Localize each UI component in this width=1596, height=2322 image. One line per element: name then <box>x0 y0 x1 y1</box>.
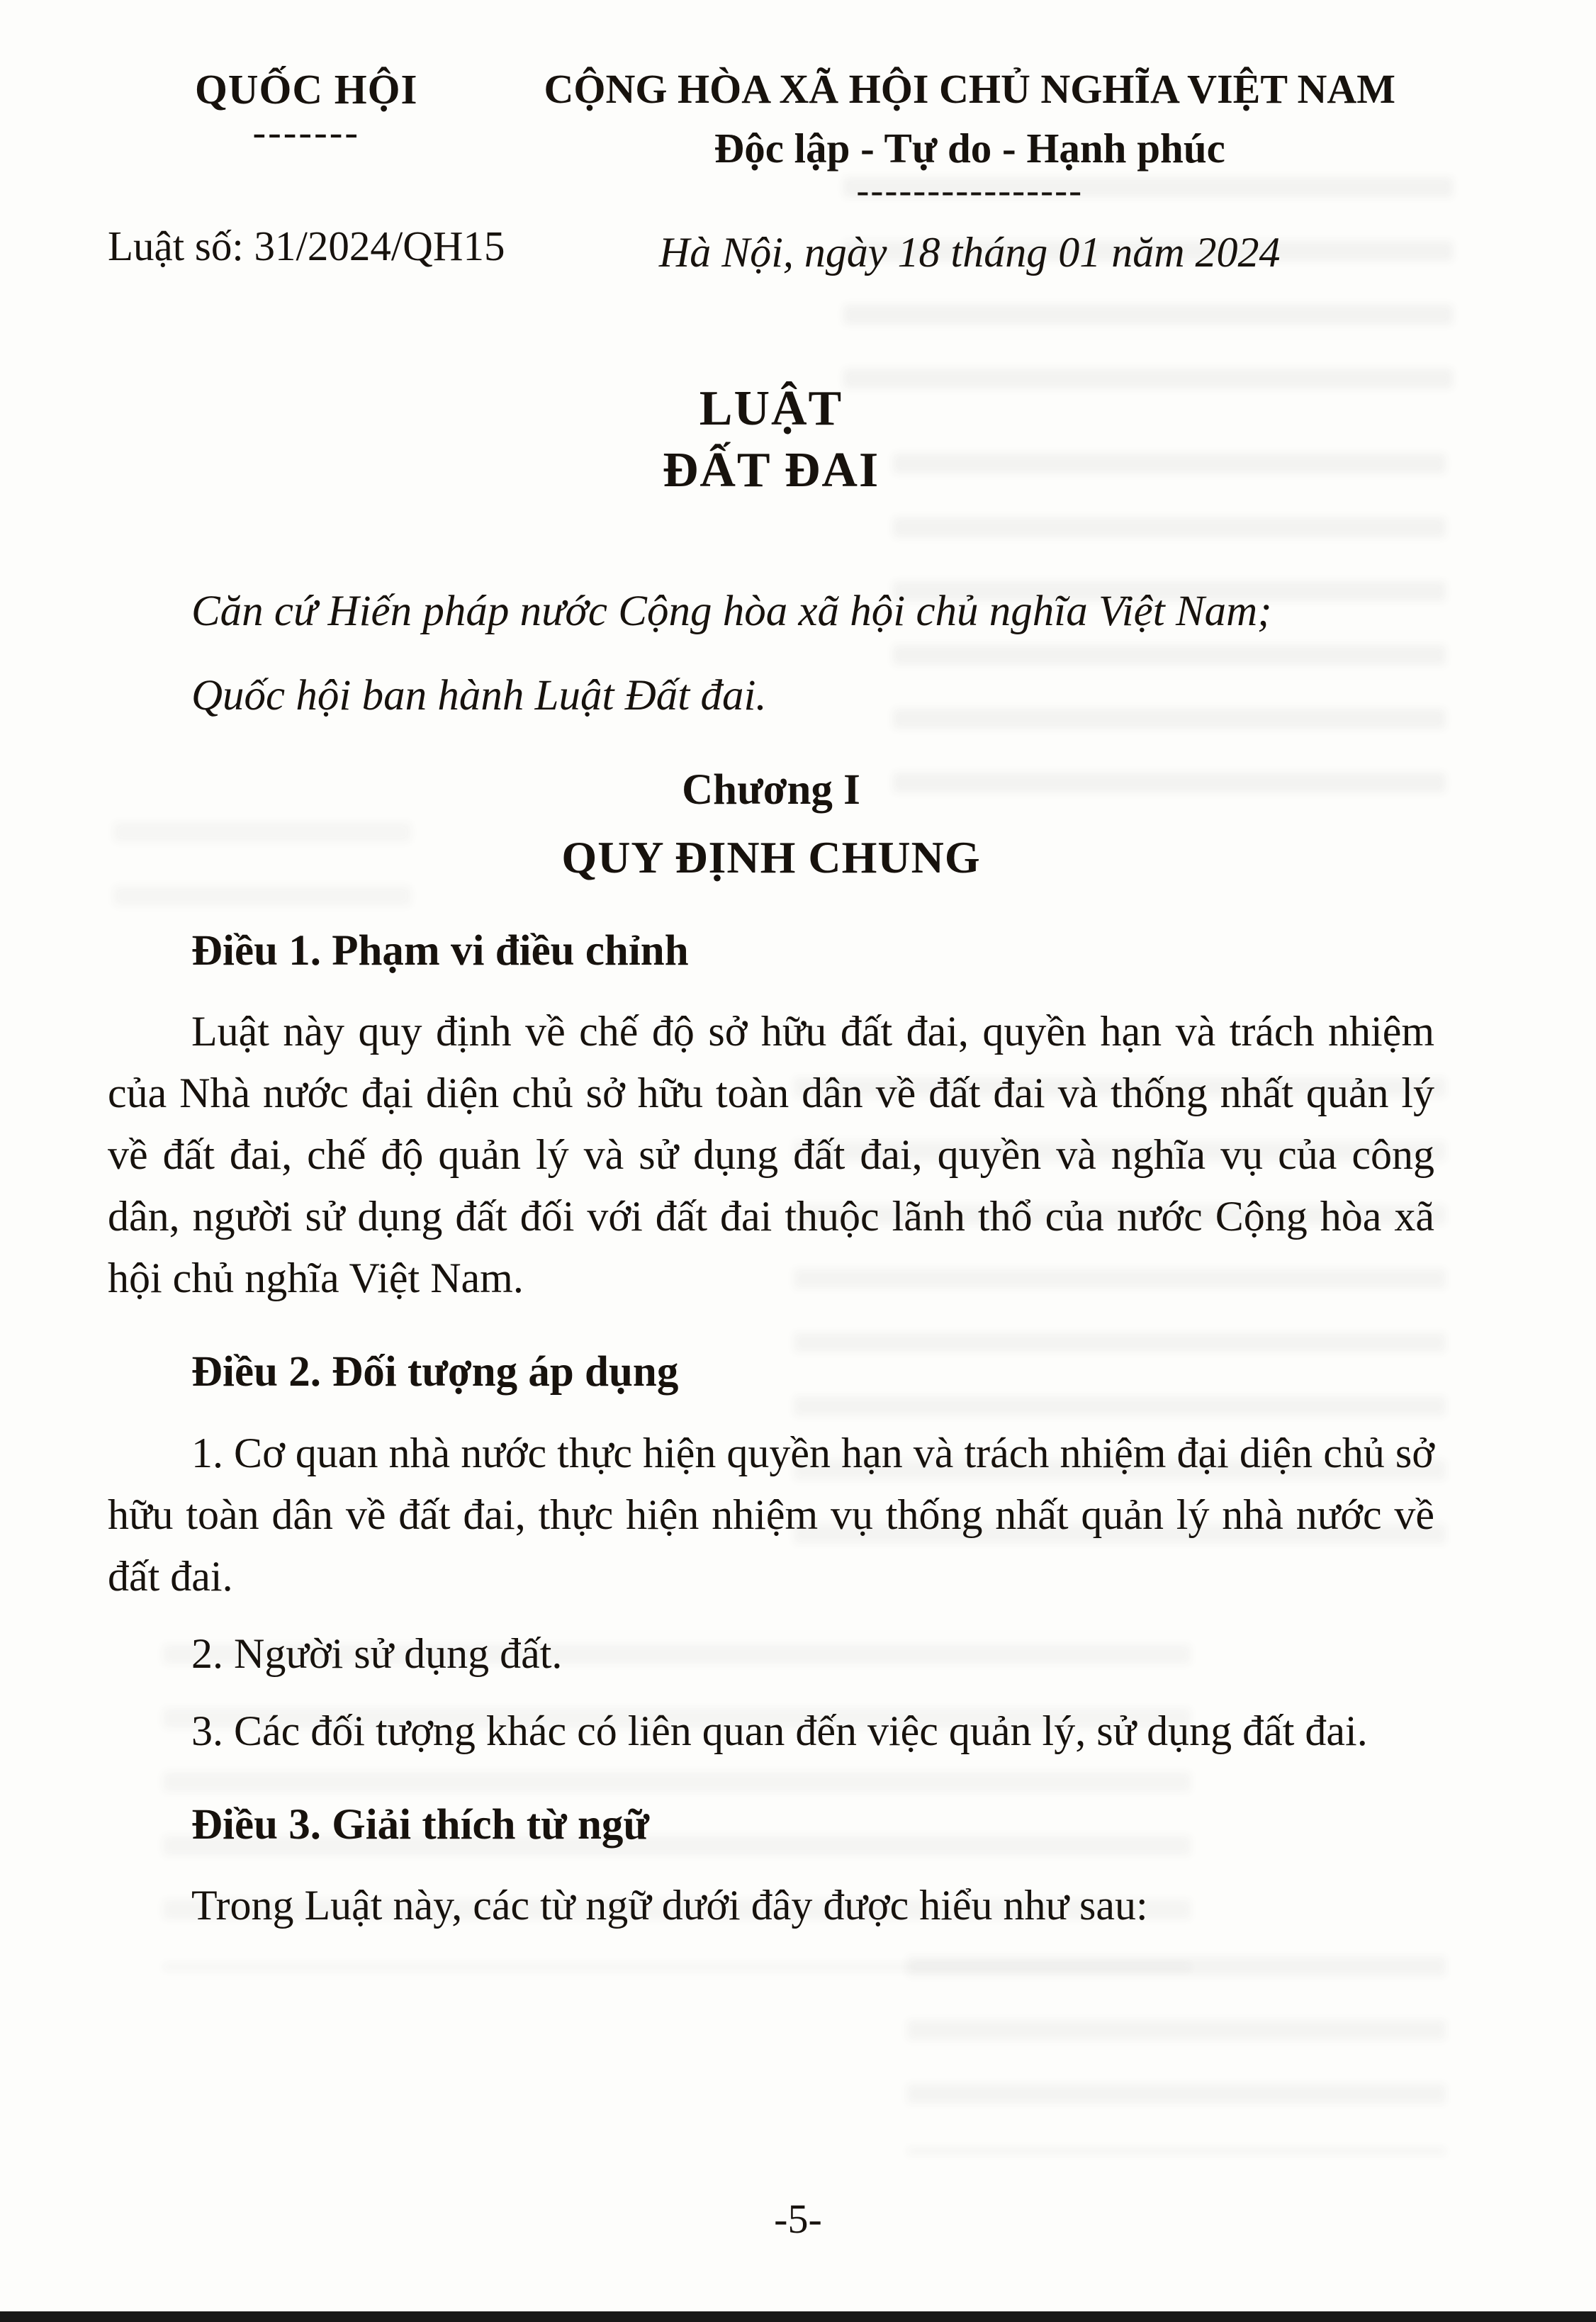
law-number: Luật số: 31/2024/QH15 <box>108 223 505 270</box>
document-title <box>108 378 1434 502</box>
place-dateline: Hà Nội, ngày 18 tháng 01 năm 2024 <box>658 228 1281 276</box>
document-header <box>108 62 1434 280</box>
national-motto: Độc lập - Tự do - Hạnh phúc <box>714 125 1225 172</box>
issuer-name: QUỐC HỘI <box>194 66 418 113</box>
chapter-number: Chương I <box>682 766 860 814</box>
article-1 <box>108 921 1434 1309</box>
preamble-line: Căn cứ Hiến pháp nước Cộng hòa xã hội chủ nghĩa Việt Nam; <box>191 587 1272 635</box>
document-title-line1: LUẬT <box>699 381 843 436</box>
document-title-line2: ĐẤT ĐAI <box>662 443 880 498</box>
national-block <box>505 62 1434 280</box>
article-3 <box>108 1795 1434 1936</box>
issuer-divider: ------- <box>252 110 361 155</box>
article-2-clause-1: 1. Cơ quan nhà nước thực hiện quyền hạn và trách nhiệm đại diện chủ sở hữu toàn dân về đất đai, thực hiện nhiệm vụ thống nhất quản lý nhà nước về đất đai. <box>108 1429 1434 1600</box>
article-2-heading: Điều 2. Đối tượng áp dụng <box>191 1348 679 1396</box>
chapter-heading <box>108 761 1434 888</box>
preamble-line: Quốc hội ban hành Luật Đất đai. <box>191 671 767 719</box>
page-number: -5- <box>774 2196 822 2242</box>
issuer-block <box>108 62 505 274</box>
article-2-clause-2: 2. Người sử dụng đất. <box>191 1630 563 1677</box>
scan-bleed-artifact <box>907 1956 1446 2155</box>
article-1-paragraph: Luật này quy định về chế độ sở hữu đất đai, quyền hạn và trách nhiệm của Nhà nước đại diện chủ sở hữu toàn dân về đất đai và thống nhất quản lý về đất đai, chế độ quản lý và sử dụng đất đai, quyền và nghĩa vụ của công dân, người sử dụng đất đối với đất đai thuộc lãnh thổ của nước Cộng hòa xã hội chủ nghĩa Việt Nam. <box>108 1008 1434 1302</box>
preamble <box>108 581 1434 727</box>
national-title: CỘNG HÒA XÃ HỘI CHỦ NGHĨA VIỆT NAM <box>544 66 1395 112</box>
scan-edge-strip <box>0 2311 1596 2322</box>
motto-divider: ---------------- <box>856 169 1084 212</box>
article-1-heading: Điều 1. Phạm vi điều chỉnh <box>191 927 689 975</box>
chapter-title: QUY ĐỊNH CHUNG <box>561 831 981 882</box>
article-2 <box>108 1342 1434 1761</box>
article-3-heading: Điều 3. Giải thích từ ngữ <box>191 1800 649 1849</box>
article-2-clause-3: 3. Các đối tượng khác có liên quan đến việc quản lý, sử dụng đất đai. <box>191 1707 1368 1754</box>
article-3-paragraph: Trong Luật này, các từ ngữ dưới đây được hiểu như sau: <box>191 1882 1148 1929</box>
